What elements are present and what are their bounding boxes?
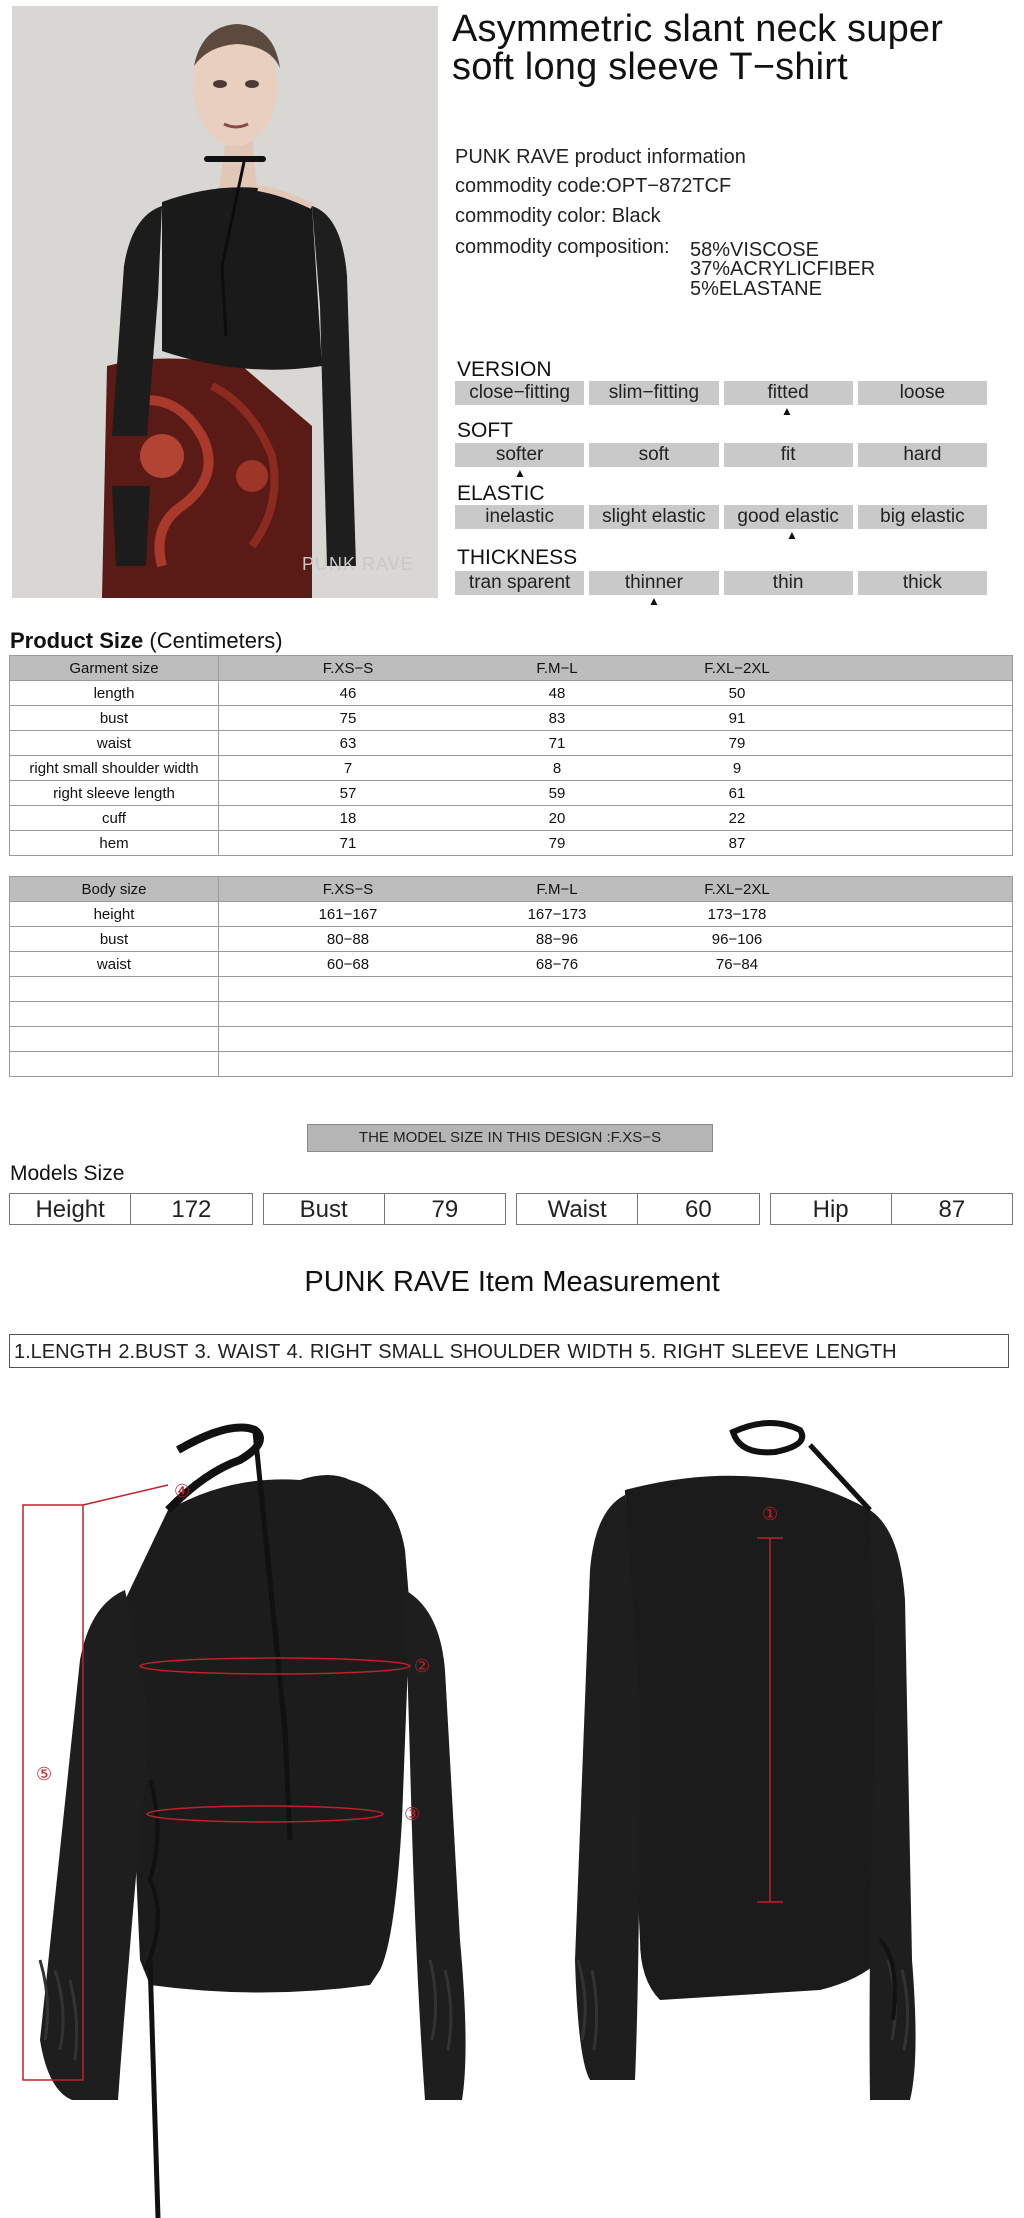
table-cell: 87 (637, 831, 837, 856)
table-cell (837, 1027, 1013, 1052)
commodity-code (455, 175, 731, 198)
table-cell (837, 781, 1013, 806)
table-row (10, 927, 1013, 952)
commodity-composition-label: commodity composition: (455, 236, 670, 258)
scale-option: inelastic (455, 505, 584, 529)
table-row (10, 1027, 1013, 1052)
table-cell: 80−88 (219, 927, 478, 952)
scale-version (455, 381, 987, 405)
table-cell (837, 1002, 1013, 1027)
table-header-cell: F.XL−2XL (637, 656, 837, 681)
table-header-cell: Body size (10, 877, 219, 902)
table-cell (477, 1052, 637, 1077)
table-row (10, 806, 1013, 831)
table-cell: 71 (219, 831, 478, 856)
table-cell: bust (10, 706, 219, 731)
table-row (10, 952, 1013, 977)
table-cell (10, 1052, 219, 1077)
table-cell: 79 (637, 731, 837, 756)
product-size-title (10, 628, 283, 654)
commodity-color (455, 205, 661, 228)
table-cell (637, 1027, 837, 1052)
table-cell (837, 806, 1013, 831)
table-cell (637, 1052, 837, 1077)
table-header-cell: F.XL−2XL (637, 877, 837, 902)
table-cell: 22 (637, 806, 837, 831)
table-cell: right sleeve length (10, 781, 219, 806)
shoulder-width-line (83, 1485, 168, 1505)
garment-size-table (9, 655, 1013, 856)
scale-option: close−fitting (455, 381, 584, 405)
table-cell: 50 (637, 681, 837, 706)
table-row (10, 902, 1013, 927)
scale-marker-soft-icon: ▲ (514, 466, 526, 480)
table-cell (837, 977, 1013, 1002)
scale-option: thick (858, 571, 987, 595)
table-cell: height (10, 902, 219, 927)
table-cell (477, 977, 637, 1002)
table-cell: 88−96 (477, 927, 637, 952)
scale-label-thickness: THICKNESS (457, 546, 578, 569)
marker-bust: ② (414, 1656, 431, 1676)
model-measure-hip (770, 1193, 1014, 1225)
table-cell (637, 1002, 837, 1027)
table-cell (837, 831, 1013, 856)
marker-length: ① (762, 1504, 779, 1524)
commodity-color-label: commodity color: (455, 205, 607, 227)
table-cell (219, 1027, 478, 1052)
scale-option: soft (589, 443, 718, 467)
table-cell (219, 1052, 478, 1077)
table-cell: 63 (219, 731, 478, 756)
scale-label-elastic: ELASTIC (457, 482, 545, 505)
composition-item: 5%ELASTANE (690, 278, 822, 300)
scale-soft (455, 443, 987, 467)
product-photo (12, 6, 438, 598)
table-cell (219, 1002, 478, 1027)
table-cell: 91 (637, 706, 837, 731)
models-size-row (9, 1193, 1013, 1225)
body-size-table (9, 876, 1013, 1077)
table-row (10, 781, 1013, 806)
table-cell: 59 (477, 781, 637, 806)
table-row (10, 1002, 1013, 1027)
table-cell: right small shoulder width (10, 756, 219, 781)
table-cell: 79 (477, 831, 637, 856)
model-measure-value: 60 (685, 1196, 712, 1223)
scale-label-version: VERSION (457, 358, 552, 381)
garment-measurement-diagram (0, 1400, 1024, 2218)
measurement-legend: 1.LENGTH 2.BUST 3. WAIST 4. RIGHT SMALL SHOULDER WIDTH 5. RIGHT SLEEVE LENGTH (9, 1334, 1009, 1368)
garment-front (40, 1428, 466, 2218)
table-cell: 7 (219, 756, 478, 781)
table-cell: 76−84 (637, 952, 837, 977)
model-measure-label: Waist (517, 1194, 638, 1224)
scale-option: hard (858, 443, 987, 467)
scale-option: slim−fitting (589, 381, 718, 405)
scale-option: thin (724, 571, 853, 595)
table-cell: length (10, 681, 219, 706)
scale-option: big elastic (858, 505, 987, 529)
table-cell: hem (10, 831, 219, 856)
models-size-title: Models Size (10, 1162, 125, 1185)
table-cell (837, 902, 1013, 927)
table-row (10, 977, 1013, 1002)
table-cell: 48 (477, 681, 637, 706)
table-cell: 18 (219, 806, 478, 831)
model-size-note: THE MODEL SIZE IN THIS DESIGN :F.XS−S (307, 1124, 713, 1152)
table-header-cell: F.M−L (477, 877, 637, 902)
table-cell (477, 1027, 637, 1052)
table-header-row (10, 656, 1013, 681)
table-cell: waist (10, 731, 219, 756)
table-cell (837, 756, 1013, 781)
table-cell: 46 (219, 681, 478, 706)
scale-marker-elastic-icon: ▲ (786, 528, 798, 542)
table-header-cell (837, 877, 1013, 902)
table-cell (637, 977, 837, 1002)
model-measure-bust (263, 1193, 507, 1225)
table-cell (837, 706, 1013, 731)
table-cell: cuff (10, 806, 219, 831)
marker-sleeve: ⑤ (36, 1764, 53, 1784)
scale-option: slight elastic (589, 505, 718, 529)
table-row (10, 681, 1013, 706)
scale-option: good elastic (724, 505, 853, 529)
table-header-cell: Garment size (10, 656, 219, 681)
table-cell (219, 977, 478, 1002)
composition-item: 58%VISCOSE (690, 239, 819, 261)
table-cell: 57 (219, 781, 478, 806)
table-cell (10, 1027, 219, 1052)
table-cell (837, 1052, 1013, 1077)
table-cell: 96−106 (637, 927, 837, 952)
table-row (10, 831, 1013, 856)
scale-label-soft: SOFT (457, 419, 513, 442)
marker-shoulder: ④ (174, 1481, 191, 1501)
scale-option: fit (724, 443, 853, 467)
table-cell: 173−178 (637, 902, 837, 927)
product-size-heading: Product Size (10, 628, 144, 653)
scale-option: tran sparent (455, 571, 584, 595)
table-cell (477, 1002, 637, 1027)
scale-elastic (455, 505, 987, 529)
model-measure-value: 87 (938, 1196, 966, 1223)
scale-marker-version-icon: ▲ (781, 404, 793, 418)
table-cell (10, 977, 219, 1002)
table-header-cell: F.M−L (477, 656, 637, 681)
table-cell (837, 952, 1013, 977)
table-cell: 60−68 (219, 952, 478, 977)
table-row (10, 706, 1013, 731)
table-header-row (10, 877, 1013, 902)
model-measure-waist (516, 1193, 760, 1225)
product-size-unit: (Centimeters) (149, 628, 283, 653)
model-measure-label: Bust (264, 1194, 385, 1224)
garment-back (575, 1423, 916, 2100)
photo-watermark: PUNK RAVE (302, 554, 414, 574)
table-header-cell: F.XS−S (219, 656, 478, 681)
table-cell: 68−76 (477, 952, 637, 977)
measurement-title: PUNK RAVE Item Measurement (304, 1266, 720, 1298)
scale-option: loose (858, 381, 987, 405)
scale-option: thinner (589, 571, 718, 595)
table-cell: 9 (637, 756, 837, 781)
table-header-cell (837, 656, 1013, 681)
table-cell: 75 (219, 706, 478, 731)
scale-option: softer (455, 443, 584, 467)
table-cell: 161−167 (219, 902, 478, 927)
commodity-code-label: commodity code: (455, 175, 607, 197)
table-cell: bust (10, 927, 219, 952)
table-cell: 20 (477, 806, 637, 831)
table-cell (10, 1002, 219, 1027)
table-cell: 61 (637, 781, 837, 806)
model-photo-illustration (12, 6, 438, 598)
table-cell: 83 (477, 706, 637, 731)
table-cell: 8 (477, 756, 637, 781)
table-cell: 71 (477, 731, 637, 756)
table-row (10, 731, 1013, 756)
scale-option: fitted (724, 381, 853, 405)
table-cell: 167−173 (477, 902, 637, 927)
commodity-code-value: OPT−872TCF (606, 175, 732, 197)
model-measure-height (9, 1193, 253, 1225)
scale-marker-thickness-icon: ▲ (648, 594, 660, 608)
composition-item: 37%ACRYLICFIBER (690, 258, 876, 280)
model-measure-label: Hip (771, 1194, 892, 1224)
table-row (10, 1052, 1013, 1077)
scale-thickness (455, 571, 987, 595)
model-measure-value: 172 (171, 1196, 212, 1223)
table-row (10, 756, 1013, 781)
table-cell: waist (10, 952, 219, 977)
table-cell (837, 927, 1013, 952)
table-cell (837, 681, 1013, 706)
info-heading: PUNK RAVE product information (455, 146, 746, 168)
model-measure-label: Height (10, 1194, 131, 1224)
marker-waist: ③ (404, 1804, 421, 1824)
product-title: Asymmetric slant neck super soft long sleeve T−shirt (452, 8, 944, 88)
commodity-color-value: Black (611, 205, 661, 227)
model-measure-value: 79 (431, 1196, 459, 1223)
table-cell (837, 731, 1013, 756)
table-header-cell: F.XS−S (219, 877, 478, 902)
